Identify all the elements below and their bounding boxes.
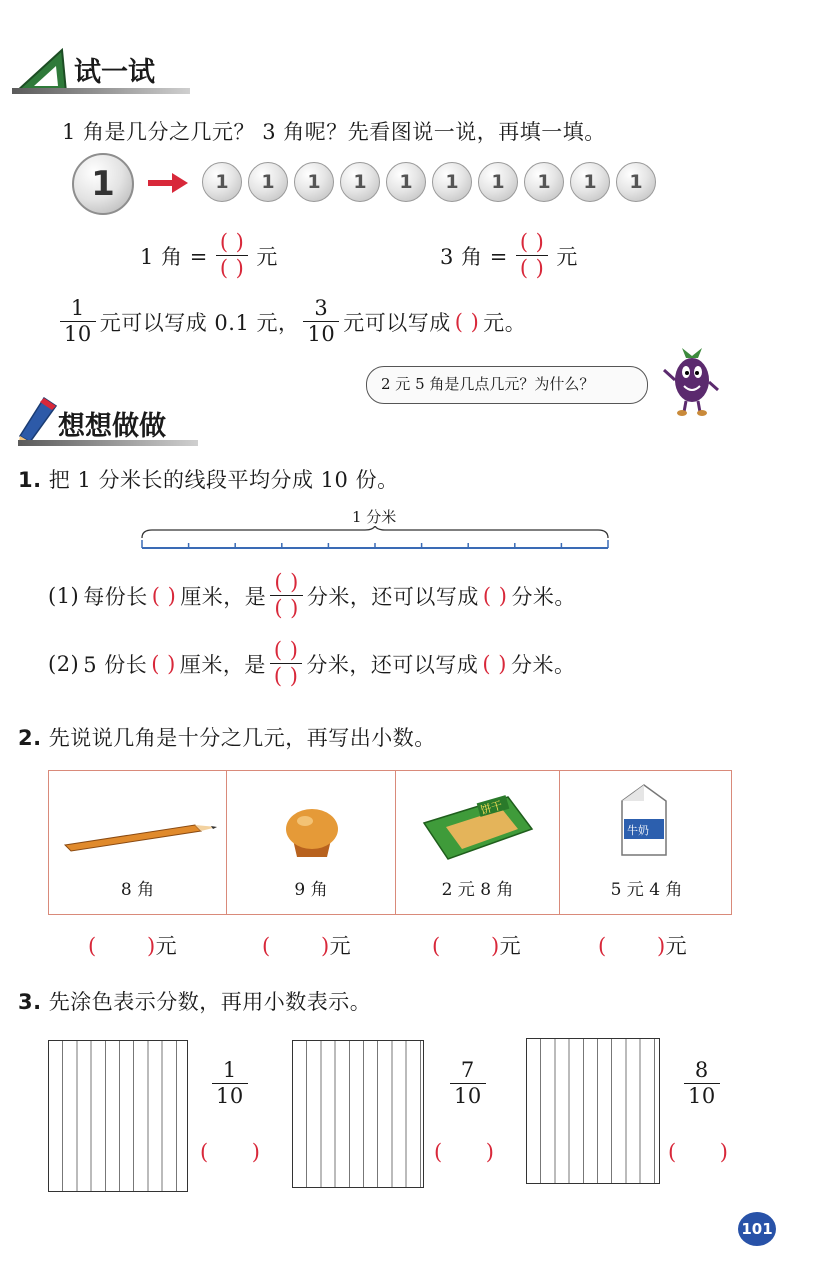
question-3-text: 先涂色表示分数，再用小数表示。 (48, 990, 372, 1014)
coloring-grid-3[interactable] (526, 1038, 660, 1184)
decimal-answer-blank[interactable]: ( ) (454, 309, 480, 334)
dime-coin-icon: 1 (478, 162, 518, 202)
question-2-text: 先说说几角是十分之几元，再写出小数。 (48, 726, 436, 750)
dime-coin-icon: 1 (294, 162, 334, 202)
decimeter-ruler (140, 526, 610, 552)
right-arrow-icon (148, 173, 188, 193)
dime-coin-icon: 1 (570, 162, 610, 202)
part-1-index: (1) (48, 583, 80, 608)
part-1-text-c: 分米，还可以写成 (306, 584, 479, 609)
biscuit-pack-icon (418, 793, 538, 863)
price-table (48, 770, 732, 915)
price-cell-pencil (49, 771, 227, 914)
target-fraction-2: $\frac{7}{10}$ (450, 1058, 486, 1109)
equation-2-fraction-blank[interactable]: $\frac{( )}{( )}$ (516, 230, 549, 281)
one-yuan-coin-icon: 1 (72, 153, 134, 215)
equation-1-left: 1 角 = (140, 244, 208, 269)
part-1-text-a: 每份长 (83, 584, 148, 609)
part-1-text-d: 分米。 (511, 584, 576, 609)
question-1 (18, 464, 399, 494)
part-2-text-c: 分米，还可以写成 (306, 652, 479, 677)
try-intro: 1 角是几分之几元？ 3 角呢？先看图说一说，再填一填。 (62, 120, 606, 144)
part-2-decimal-blank[interactable]: ( ) (482, 651, 507, 676)
equation-1-unit: 元 (256, 244, 278, 269)
milk-carton-icon (614, 779, 674, 859)
question-2 (18, 722, 436, 752)
dime-coin-icon: 1 (202, 162, 242, 202)
page-number: 101 (741, 1220, 773, 1238)
part-2-text-d: 分米。 (510, 652, 576, 677)
question-3 (18, 986, 371, 1016)
fraction-one-tenth: $\frac{1}{10}$ (60, 296, 96, 347)
question-1-text: 把 1 分米长的线段平均分成 10 份。 (48, 468, 399, 492)
part-2-text-a: 5 份长 (83, 652, 148, 677)
question-3-number: 3. (18, 990, 42, 1014)
dime-coin-icon: 1 (616, 162, 656, 202)
question-1-part-1 (48, 570, 576, 621)
question-2-number: 2. (18, 726, 42, 750)
try-title: 试一试 (74, 57, 155, 88)
muffin-icon (277, 801, 347, 861)
fraction-three-tenths: $\frac{3}{10}$ (303, 296, 339, 347)
hint-bubble: 2 元 5 角是几点几元？为什么？ (366, 366, 648, 404)
part-1-decimal-blank[interactable]: ( ) (482, 583, 508, 608)
equation-1-fraction-blank[interactable]: $\frac{( )}{( )}$ (216, 230, 249, 281)
part-2-index: (2) (48, 651, 80, 676)
coloring-grid-1[interactable] (48, 1040, 188, 1192)
question-1-part-2 (48, 638, 575, 689)
biscuit-pack-text: 饼干 (479, 798, 504, 818)
try-heading (12, 44, 192, 98)
dime-coin-icon: 1 (524, 162, 564, 202)
price-answer-blank-2[interactable]: ( )元 (262, 934, 352, 958)
question-1-number: 1. (18, 468, 42, 492)
part-1-fraction-blank[interactable]: $\frac{( )}{( )}$ (270, 570, 303, 621)
sentence-part-2: 元可以写成 (343, 310, 451, 335)
price-cell-milk (560, 771, 733, 914)
price-label-2: 9 角 (294, 880, 328, 900)
decimal-answer-blank-3[interactable]: ( ) (668, 1140, 729, 1164)
decimal-answer-blank-1[interactable]: ( ) (200, 1140, 261, 1164)
price-answer-blank-4[interactable]: ( )元 (598, 934, 688, 958)
pencil-icon (61, 815, 221, 855)
price-answer-blank-1[interactable]: ( )元 (88, 934, 178, 958)
equation-2 (440, 230, 578, 281)
price-cell-muffin (227, 771, 396, 914)
decimal-answer-blank-2[interactable]: ( ) (434, 1140, 495, 1164)
sentence-part-1: 元可以写成 0.1 元， (99, 310, 300, 335)
part-1-centimeter-blank[interactable]: ( ) (151, 583, 177, 608)
eggplant-mascot-icon (660, 344, 724, 416)
price-label-4: 5 元 4 角 (610, 880, 683, 900)
dime-coin-icon: 1 (432, 162, 472, 202)
practice-heading (14, 396, 214, 450)
practice-title: 想想做做 (58, 411, 166, 442)
equation-1 (140, 230, 278, 281)
target-fraction-3: $\frac{8}{10}$ (684, 1058, 720, 1109)
equation-2-unit: 元 (556, 244, 578, 269)
dime-coin-icon: 1 (340, 162, 380, 202)
price-label-3: 2 元 8 角 (441, 880, 514, 900)
part-2-centimeter-blank[interactable]: ( ) (151, 651, 176, 676)
equation-2-left: 3 角 = (440, 244, 508, 269)
milk-carton-text: 牛奶 (627, 824, 649, 837)
decimeter-ruler-label: 1 分米 (352, 508, 397, 526)
dime-coin-icon: 1 (386, 162, 426, 202)
dime-coin-icon: 1 (248, 162, 288, 202)
price-cell-biscuits (396, 771, 560, 914)
page-number-badge (738, 1212, 776, 1246)
part-2-fraction-blank[interactable]: $\frac{( )}{( )}$ (270, 638, 303, 689)
price-answer-blank-3[interactable]: ( )元 (432, 934, 522, 958)
coloring-grid-2[interactable] (292, 1040, 424, 1188)
decimal-sentence (60, 296, 526, 347)
sentence-part-3: 元。 (483, 310, 527, 335)
part-1-text-b: 厘米，是 (180, 584, 267, 609)
target-fraction-1: $\frac{1}{10}$ (212, 1058, 248, 1109)
price-label-1: 8 角 (120, 880, 155, 900)
part-2-text-b: 厘米，是 (179, 652, 266, 677)
